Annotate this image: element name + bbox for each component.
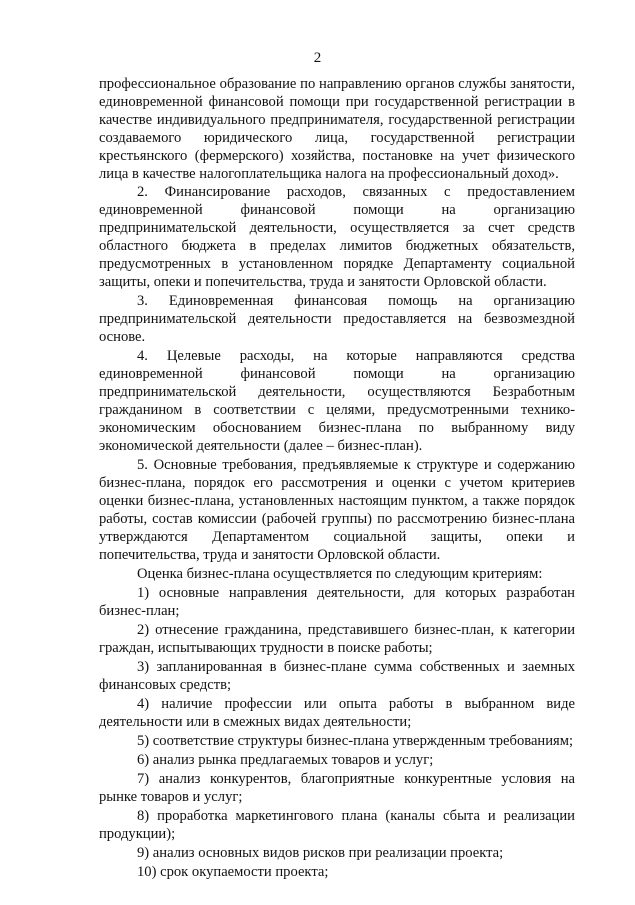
criterion-1: 1) основные направления деятельности, для которых разработан бизнес-план;: [99, 585, 575, 619]
paragraph-5: 5. Основные требования, предъявляемые к структуре и содержанию бизнес-плана, порядок его рассмотрения и оценки с учетом критериев оценки бизнес-плана, установленных настоящим пунктом, а также порядок работы, состав комиссии (рабочей группы) по рассмотрению бизнес-плана утверждаются Департаментом социальной защиты, опеки и попечительства, труда и занятости Орловской области.: [99, 457, 575, 563]
page-number: 2: [313, 50, 322, 66]
paragraph-2: 2. Финансирование расходов, связанных с предоставлением единовременной финансовой помощи на организацию предпринимательской деятельности, осуществляется за счет средств областного бюджета в пределах лимитов бюджетных обязательств, предусмотренных в установленном порядке Департаменту социальной защиты, опеки и попечительства, труда и занятости Орловской области.: [99, 184, 575, 290]
criterion-2: 2) отнесение гражданина, представившего бизнес-план, к категории граждан, испытывающих трудности в поиске работы;: [99, 622, 575, 656]
criterion-4: 4) наличие профессии или опыта работы в выбранном виде деятельности или в смежных видах деятельности;: [99, 696, 575, 730]
criterion-5: 5) соответствие структуры бизнес-плана утвержденным требованиям;: [137, 733, 574, 749]
criterion-9: 9) анализ основных видов рисков при реализации проекта;: [137, 845, 504, 861]
paragraph-criteria-intro: Оценка бизнес-плана осуществляется по следующим критериям:: [137, 566, 543, 582]
paragraph-3: 3. Единовременная финансовая помощь на организацию предпринимательской деятельности предоставляется на безвозмездной основе.: [99, 293, 575, 345]
document-body: [99, 75, 575, 881]
criterion-7: 7) анализ конкурентов, благоприятные конкурентные условия на рынке товаров и услуг;: [99, 771, 575, 805]
paragraph-1: профессиональное образование по направлению органов службы занятости, единовременной финансовой помощи при государственной регистрации в качестве индивидуального предпринимателя, государственной регистрации создаваемого юридического лица, государственной регистрации крестьянского (фермерского) хозяйства, постановке на учет физического лица в качестве налогоплательщика налога на профессиональный доход».: [99, 76, 575, 182]
criterion-8: 8) проработка маркетингового плана (каналы сбыта и реализации продукции);: [99, 808, 575, 842]
criterion-3: 3) запланированная в бизнес-плане сумма собственных и заемных финансовых средств;: [99, 659, 575, 693]
criterion-6: 6) анализ рынка предлагаемых товаров и услуг;: [137, 752, 434, 768]
criterion-10: 10) срок окупаемости проекта;: [137, 864, 329, 880]
paragraph-4: 4. Целевые расходы, на которые направляются средства единовременной финансовой помощи на организацию предпринимательской деятельности, осуществляются Безработным гражданином в соответствии с целями, предусмотренными технико-экономическим обоснованием бизнес-плана по выбранному виду экономической деятельности (далее – бизнес-план).: [99, 348, 575, 454]
